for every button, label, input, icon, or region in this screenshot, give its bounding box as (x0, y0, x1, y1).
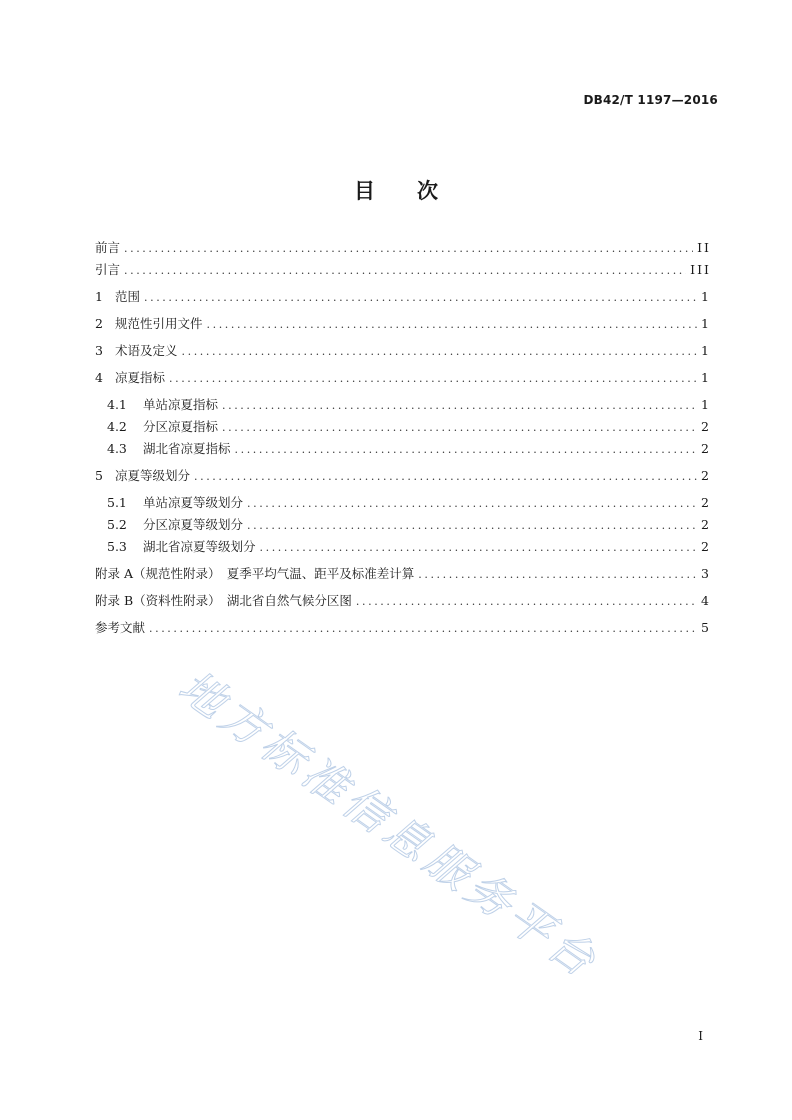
toc-page: 2 (701, 517, 711, 532)
toc-page: 5 (701, 620, 711, 635)
toc-leader (124, 238, 693, 259)
toc-leader (194, 466, 697, 487)
toc-page: 1 (701, 343, 711, 358)
toc-page: 4 (701, 593, 711, 608)
toc-page: 2 (701, 495, 711, 510)
page-title (0, 175, 792, 205)
toc-number: 5.1 (107, 495, 127, 510)
toc-number: 4.2 (107, 419, 127, 434)
toc-entry-2[interactable] (95, 313, 711, 335)
toc-label: 术语及定义 (115, 343, 178, 358)
toc-number: 5 (95, 468, 103, 483)
toc-page: 1 (701, 397, 711, 412)
toc-leader (247, 493, 697, 514)
toc-page: 2 (701, 539, 711, 554)
toc-label: 规范性引用文件 (115, 316, 203, 331)
toc-number: 4.3 (107, 441, 127, 456)
toc-number: 5.3 (107, 539, 127, 554)
toc-number: 4.1 (107, 397, 127, 412)
toc-leader (149, 618, 697, 639)
toc-number: 5.2 (107, 517, 127, 532)
toc-label: 湖北省凉夏指标 (143, 441, 231, 456)
toc-leader (124, 260, 686, 281)
toc-leader (207, 314, 698, 335)
toc-leader (222, 395, 697, 416)
toc-entry-4-2[interactable] (95, 416, 711, 438)
toc-entry-4-3[interactable] (95, 438, 711, 460)
toc-label: 分区凉夏指标 (143, 419, 219, 434)
toc-entry-5[interactable] (95, 465, 711, 487)
toc-entry-bibliography[interactable] (95, 617, 711, 639)
toc-entry-5-2[interactable] (95, 514, 711, 536)
toc-leader (169, 368, 697, 389)
toc-label: 参考文献 (95, 620, 146, 635)
toc-leader (418, 564, 697, 585)
page-number: I (698, 1029, 703, 1043)
toc-number: 3 (95, 343, 103, 358)
toc-label: 分区凉夏等级划分 (143, 517, 244, 532)
toc-label: 范围 (115, 289, 141, 304)
toc-entry-5-3[interactable] (95, 536, 711, 558)
toc-entry-1[interactable] (95, 286, 711, 308)
toc-leader (260, 537, 698, 558)
watermark: 地方标准信息服务平台 (169, 661, 609, 990)
toc-entry-4-1[interactable] (95, 394, 711, 416)
toc-leader (247, 515, 697, 536)
toc-number: 4 (95, 370, 103, 385)
toc-page: 2 (701, 468, 711, 483)
toc-label: 附录 A（规范性附录） 夏季平均气温、距平及标准差计算 (95, 566, 415, 581)
title-char-1: 目 (354, 179, 375, 203)
toc-leader (144, 287, 697, 308)
toc-page: 1 (701, 316, 711, 331)
toc-entry-appendix-b[interactable] (95, 590, 711, 612)
toc-entry-foreword[interactable] (95, 237, 711, 259)
toc-leader (182, 341, 698, 362)
title-char-2: 次 (417, 179, 438, 203)
toc-label: 单站凉夏等级划分 (143, 495, 244, 510)
toc-entry-introduction[interactable] (95, 259, 711, 281)
toc-page: III (690, 262, 711, 277)
toc-page: 1 (701, 289, 711, 304)
toc-entry-4[interactable] (95, 367, 711, 389)
standard-code: DB42/T 1197—2016 (583, 93, 718, 107)
toc-number: 2 (95, 316, 103, 331)
toc-entry-appendix-a[interactable] (95, 563, 711, 585)
toc-leader (222, 417, 697, 438)
toc-entry-5-1[interactable] (95, 492, 711, 514)
table-of-contents (95, 237, 711, 639)
toc-label: 凉夏等级划分 (115, 468, 191, 483)
toc-page: II (697, 240, 711, 255)
toc-page: 2 (701, 441, 711, 456)
toc-label: 单站凉夏指标 (143, 397, 219, 412)
toc-number: 1 (95, 289, 103, 304)
toc-page: 2 (701, 419, 711, 434)
toc-label: 附录 B（资料性附录） 湖北省自然气候分区图 (95, 593, 352, 608)
toc-leader (356, 591, 697, 612)
toc-label: 前言 (95, 240, 121, 255)
toc-label: 引言 (95, 262, 121, 277)
toc-page: 1 (701, 370, 711, 385)
toc-page: 3 (701, 566, 711, 581)
toc-leader (235, 439, 698, 460)
toc-label: 湖北省凉夏等级划分 (143, 539, 256, 554)
toc-entry-3[interactable] (95, 340, 711, 362)
toc-label: 凉夏指标 (115, 370, 166, 385)
